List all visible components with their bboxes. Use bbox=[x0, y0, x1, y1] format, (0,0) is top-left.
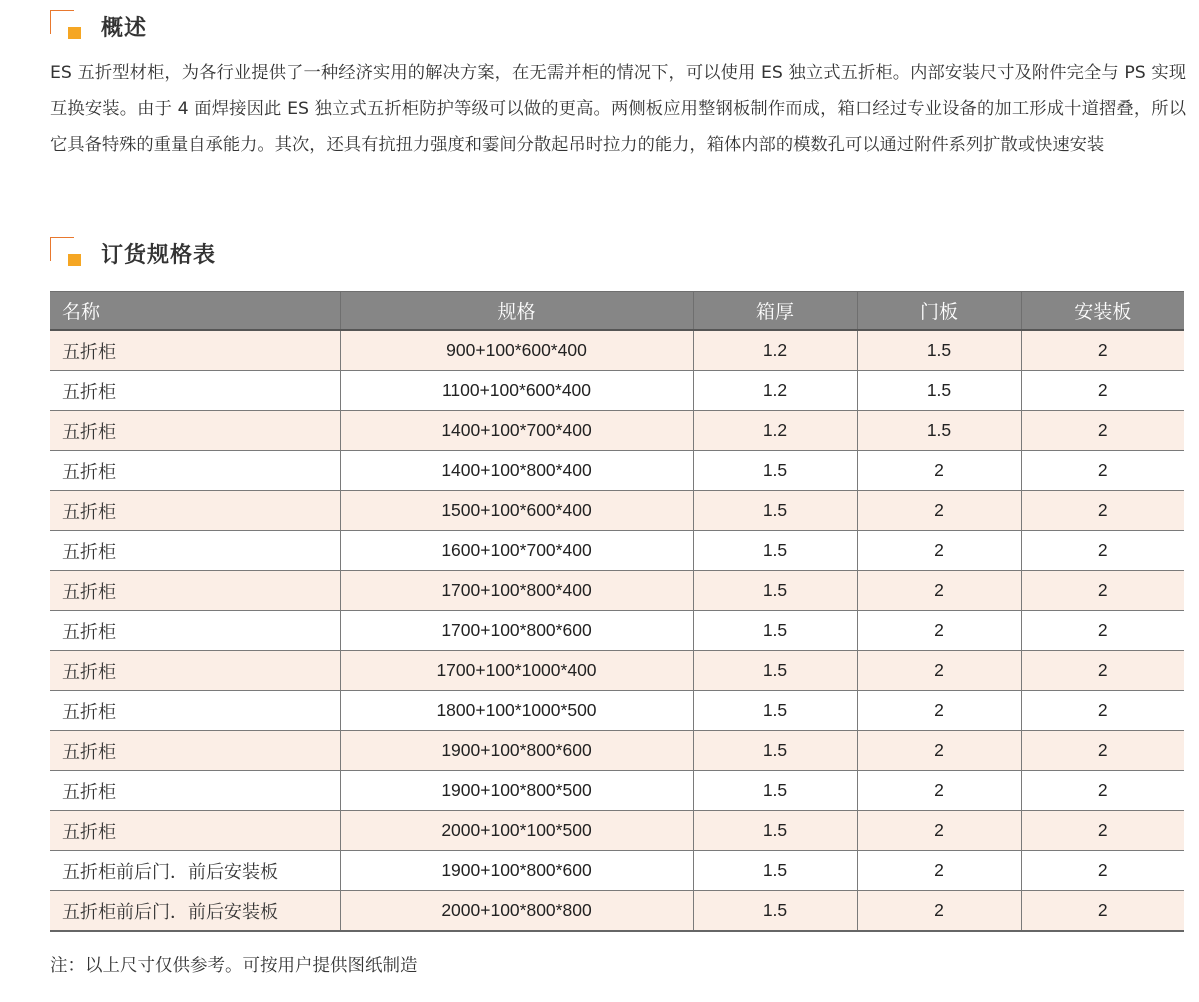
cell-spec: 1700+100*1000*400 bbox=[340, 651, 693, 691]
cell-spec: 1800+100*1000*500 bbox=[340, 691, 693, 731]
section-marker-icon bbox=[50, 10, 84, 42]
cell-name: 五折柜 bbox=[50, 571, 340, 611]
header-box-thickness: 箱厚 bbox=[693, 292, 857, 331]
cell-box-thickness: 1.2 bbox=[693, 411, 857, 451]
table-row bbox=[50, 611, 1184, 651]
cell-door-panel: 2 bbox=[857, 891, 1021, 932]
cell-door-panel: 1.5 bbox=[857, 371, 1021, 411]
cell-name: 五折柜 bbox=[50, 451, 340, 491]
overview-section-header bbox=[50, 10, 147, 42]
cell-door-panel: 2 bbox=[857, 691, 1021, 731]
cell-name: 五折柜 bbox=[50, 771, 340, 811]
cell-door-panel: 2 bbox=[857, 571, 1021, 611]
cell-box-thickness: 1.5 bbox=[693, 811, 857, 851]
cell-door-panel: 2 bbox=[857, 611, 1021, 651]
cell-box-thickness: 1.5 bbox=[693, 771, 857, 811]
table-row bbox=[50, 691, 1184, 731]
order-spec-section-header bbox=[50, 237, 216, 269]
table-row bbox=[50, 411, 1184, 451]
cell-name: 五折柜 bbox=[50, 651, 340, 691]
cell-name: 五折柜 bbox=[50, 731, 340, 771]
table-row bbox=[50, 531, 1184, 571]
cell-box-thickness: 1.5 bbox=[693, 611, 857, 651]
cell-spec: 2000+100*100*500 bbox=[340, 811, 693, 851]
cell-spec: 1600+100*700*400 bbox=[340, 531, 693, 571]
cell-mounting-plate: 2 bbox=[1021, 411, 1184, 451]
header-mounting-plate: 安装板 bbox=[1021, 292, 1184, 331]
table-body bbox=[50, 330, 1184, 931]
cell-box-thickness: 1.5 bbox=[693, 571, 857, 611]
cell-spec: 900+100*600*400 bbox=[340, 330, 693, 371]
table-row bbox=[50, 731, 1184, 771]
cell-door-panel: 1.5 bbox=[857, 330, 1021, 371]
cell-door-panel: 2 bbox=[857, 731, 1021, 771]
cell-name: 五折柜 bbox=[50, 691, 340, 731]
cell-mounting-plate: 2 bbox=[1021, 651, 1184, 691]
cell-name: 五折柜 bbox=[50, 611, 340, 651]
cell-box-thickness: 1.5 bbox=[693, 491, 857, 531]
table-row bbox=[50, 891, 1184, 932]
table-row bbox=[50, 371, 1184, 411]
order-spec-table bbox=[50, 291, 1184, 932]
cell-door-panel: 2 bbox=[857, 491, 1021, 531]
cell-mounting-plate: 2 bbox=[1021, 451, 1184, 491]
cell-name: 五折柜 bbox=[50, 531, 340, 571]
cell-box-thickness: 1.5 bbox=[693, 691, 857, 731]
cell-door-panel: 2 bbox=[857, 771, 1021, 811]
cell-spec: 1900+100*800*600 bbox=[340, 731, 693, 771]
cell-mounting-plate: 2 bbox=[1021, 731, 1184, 771]
order-spec-title: 订货规格表 bbox=[101, 242, 217, 268]
cell-mounting-plate: 2 bbox=[1021, 330, 1184, 371]
cell-spec: 2000+100*800*800 bbox=[340, 891, 693, 932]
cell-box-thickness: 1.2 bbox=[693, 371, 857, 411]
table-row bbox=[50, 771, 1184, 811]
cell-box-thickness: 1.2 bbox=[693, 330, 857, 371]
table-row bbox=[50, 851, 1184, 891]
header-name: 名称 bbox=[50, 292, 340, 331]
cell-mounting-plate: 2 bbox=[1021, 691, 1184, 731]
table-header-row bbox=[50, 292, 1184, 331]
cell-spec: 1700+100*800*600 bbox=[340, 611, 693, 651]
cell-spec: 1700+100*800*400 bbox=[340, 571, 693, 611]
cell-spec: 1100+100*600*400 bbox=[340, 371, 693, 411]
table-row bbox=[50, 651, 1184, 691]
cell-door-panel: 2 bbox=[857, 851, 1021, 891]
cell-box-thickness: 1.5 bbox=[693, 531, 857, 571]
cell-spec: 1900+100*800*500 bbox=[340, 771, 693, 811]
cell-mounting-plate: 2 bbox=[1021, 611, 1184, 651]
overview-title: 概述 bbox=[101, 15, 148, 41]
cell-door-panel: 2 bbox=[857, 451, 1021, 491]
cell-name: 五折柜 bbox=[50, 371, 340, 411]
cell-mounting-plate: 2 bbox=[1021, 571, 1184, 611]
section-marker-icon bbox=[50, 237, 84, 269]
cell-name: 五折柜 bbox=[50, 411, 340, 451]
table-row bbox=[50, 330, 1184, 371]
table-row bbox=[50, 811, 1184, 851]
cell-box-thickness: 1.5 bbox=[693, 651, 857, 691]
cell-door-panel: 1.5 bbox=[857, 411, 1021, 451]
footnote: 注：以上尺寸仅供参考。可按用户提供图纸制造 bbox=[50, 956, 418, 976]
cell-mounting-plate: 2 bbox=[1021, 491, 1184, 531]
cell-mounting-plate: 2 bbox=[1021, 811, 1184, 851]
cell-box-thickness: 1.5 bbox=[693, 451, 857, 491]
cell-spec: 1400+100*800*400 bbox=[340, 451, 693, 491]
header-door-panel: 门板 bbox=[857, 292, 1021, 331]
cell-door-panel: 2 bbox=[857, 811, 1021, 851]
cell-mounting-plate: 2 bbox=[1021, 851, 1184, 891]
cell-mounting-plate: 2 bbox=[1021, 891, 1184, 932]
cell-spec: 1900+100*800*600 bbox=[340, 851, 693, 891]
overview-paragraph: ES 五折型材柜，为各行业提供了一种经济实用的解决方案，在无需并柜的情况下，可以使用 ES 独立式五折柜。内部安装尺寸及附件完全与 PS 实现互换安装。由于 4 面焊接因此 ES 独立式五折柜防护等级可以做的更高。两侧板应用整钢板制作而成，箱口经过专业设备的加工形成十道摺叠，所以它具备特殊的重量自承能力。其次，还具有抗扭力强度和霎间分散起吊时拉力的能力，箱体内部的模数孔可以通过附件系列扩散或快速安装 bbox=[50, 63, 1186, 155]
cell-mounting-plate: 2 bbox=[1021, 371, 1184, 411]
cell-name: 五折柜前后门．前后安装板 bbox=[50, 891, 340, 932]
cell-name: 五折柜 bbox=[50, 811, 340, 851]
table-row bbox=[50, 491, 1184, 531]
table-row bbox=[50, 571, 1184, 611]
cell-box-thickness: 1.5 bbox=[693, 891, 857, 932]
cell-box-thickness: 1.5 bbox=[693, 731, 857, 771]
cell-mounting-plate: 2 bbox=[1021, 771, 1184, 811]
cell-name: 五折柜 bbox=[50, 491, 340, 531]
cell-name: 五折柜前后门．前后安装板 bbox=[50, 851, 340, 891]
cell-spec: 1400+100*700*400 bbox=[340, 411, 693, 451]
cell-spec: 1500+100*600*400 bbox=[340, 491, 693, 531]
header-spec: 规格 bbox=[340, 292, 693, 331]
cell-box-thickness: 1.5 bbox=[693, 851, 857, 891]
cell-door-panel: 2 bbox=[857, 651, 1021, 691]
table-row bbox=[50, 451, 1184, 491]
cell-door-panel: 2 bbox=[857, 531, 1021, 571]
cell-name: 五折柜 bbox=[50, 330, 340, 371]
cell-mounting-plate: 2 bbox=[1021, 531, 1184, 571]
